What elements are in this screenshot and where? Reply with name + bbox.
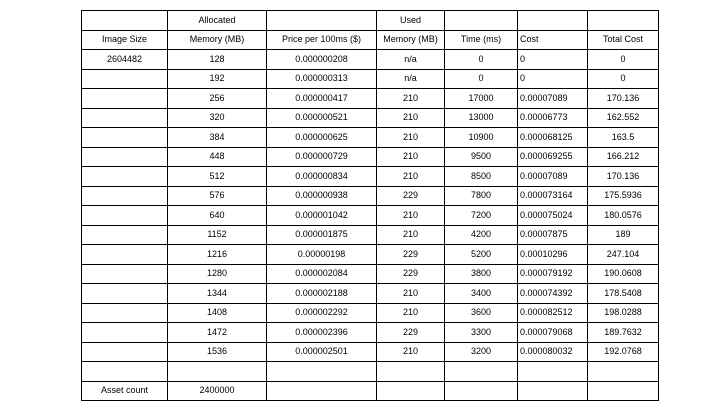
cell-time-ms: 4200 (445, 225, 518, 245)
cell-image-size: 2604482 (82, 50, 168, 70)
cell-price-per-100ms: 0.000001042 (267, 206, 377, 226)
cell-image-size (82, 342, 168, 362)
cell-total-cost: 170.136 (588, 89, 659, 109)
cell-image-size (82, 245, 168, 265)
cell-cost: 0.000075024 (518, 206, 588, 226)
cell-total-cost: 170.136 (588, 167, 659, 187)
cell-price-per-100ms: 0.000002292 (267, 303, 377, 323)
cell-cost: 0.000074392 (518, 284, 588, 304)
cell-time-ms (445, 11, 518, 31)
cell-used-memory: 210 (377, 108, 445, 128)
cell-time-ms: 3300 (445, 323, 518, 343)
cell-used-memory: n/a (377, 69, 445, 89)
cell-time-ms: 5200 (445, 245, 518, 265)
cell-cost: 0.00010296 (518, 245, 588, 265)
cell-time-ms: 9500 (445, 147, 518, 167)
cell-price-per-100ms: 0.000000417 (267, 89, 377, 109)
cost-table-body (82, 11, 659, 401)
table-row (82, 225, 659, 245)
cell-price-per-100ms: 0.000002501 (267, 342, 377, 362)
cell-image-size (82, 108, 168, 128)
cell-total-cost: 166.212 (588, 147, 659, 167)
cell-total-cost: 163.5 (588, 128, 659, 148)
cell-image-size (82, 303, 168, 323)
cell-used-memory (377, 381, 445, 401)
cell-time-ms (445, 381, 518, 401)
cell-allocated-memory: 576 (168, 186, 267, 206)
cell-allocated-memory: 1216 (168, 245, 267, 265)
cell-allocated-memory: 1536 (168, 342, 267, 362)
cell-price-per-100ms: 0.000000729 (267, 147, 377, 167)
cell-price-per-100ms (267, 362, 377, 382)
cell-price-per-100ms: 0.000000938 (267, 186, 377, 206)
cell-used-memory: 210 (377, 303, 445, 323)
cell-cost: Cost (518, 30, 588, 50)
cell-total-cost: 0 (588, 69, 659, 89)
table-row (82, 206, 659, 226)
cell-total-cost: 192.0768 (588, 342, 659, 362)
cell-allocated-memory: 256 (168, 89, 267, 109)
cell-price-per-100ms: 0.000001875 (267, 225, 377, 245)
cell-allocated-memory: 1472 (168, 323, 267, 343)
cell-cost: 0.00007875 (518, 225, 588, 245)
cell-cost: 0.000082512 (518, 303, 588, 323)
cell-used-memory: 210 (377, 342, 445, 362)
cell-used-memory: 210 (377, 147, 445, 167)
header-row-2 (82, 30, 659, 50)
cell-allocated-memory: 192 (168, 69, 267, 89)
cell-total-cost: 180.0576 (588, 206, 659, 226)
footer-row (82, 381, 659, 401)
table-row (82, 245, 659, 265)
cell-image-size (82, 89, 168, 109)
cell-total-cost: 0 (588, 50, 659, 70)
cell-image-size (82, 206, 168, 226)
cell-image-size (82, 186, 168, 206)
cell-cost: 0.00006773 (518, 108, 588, 128)
cell-time-ms: 7800 (445, 186, 518, 206)
cell-used-memory: n/a (377, 50, 445, 70)
cell-allocated-memory: 1408 (168, 303, 267, 323)
cell-time-ms: 13000 (445, 108, 518, 128)
cell-cost: 0 (518, 50, 588, 70)
cell-price-per-100ms: Price per 100ms ($) (267, 30, 377, 50)
cell-image-size (82, 128, 168, 148)
cell-image-size: Asset count (82, 381, 168, 401)
cell-image-size (82, 147, 168, 167)
cell-time-ms: 3400 (445, 284, 518, 304)
table-row (82, 128, 659, 148)
cell-cost: 0.000068125 (518, 128, 588, 148)
cell-price-per-100ms: 0.000002084 (267, 264, 377, 284)
cell-allocated-memory: Allocated (168, 11, 267, 31)
table-row (82, 342, 659, 362)
table-row (82, 89, 659, 109)
cell-time-ms: 8500 (445, 167, 518, 187)
cell-cost (518, 11, 588, 31)
cell-allocated-memory: 2400000 (168, 381, 267, 401)
cell-allocated-memory: 1344 (168, 284, 267, 304)
cell-time-ms: 10900 (445, 128, 518, 148)
cell-used-memory: Memory (MB) (377, 30, 445, 50)
cost-table (81, 10, 659, 401)
header-row-1 (82, 11, 659, 31)
cell-price-per-100ms: 0.000000625 (267, 128, 377, 148)
cell-allocated-memory: Memory (MB) (168, 30, 267, 50)
cell-used-memory: 210 (377, 206, 445, 226)
cell-price-per-100ms: 0.000000834 (267, 167, 377, 187)
cell-total-cost: 162.552 (588, 108, 659, 128)
cell-used-memory: 210 (377, 225, 445, 245)
cell-allocated-memory: 1280 (168, 264, 267, 284)
cell-total-cost: 190.0608 (588, 264, 659, 284)
cell-used-memory: 229 (377, 264, 445, 284)
cell-used-memory: 210 (377, 128, 445, 148)
cell-total-cost: 198.0288 (588, 303, 659, 323)
table-row (82, 264, 659, 284)
cell-time-ms: 3200 (445, 342, 518, 362)
cell-price-per-100ms: 0.00000198 (267, 245, 377, 265)
cell-total-cost: Total Cost (588, 30, 659, 50)
cell-total-cost: 189.7632 (588, 323, 659, 343)
cell-time-ms: Time (ms) (445, 30, 518, 50)
cell-total-cost: 189 (588, 225, 659, 245)
cell-image-size: Image Size (82, 30, 168, 50)
cell-price-per-100ms: 0.000002396 (267, 323, 377, 343)
cell-cost: 0.000069255 (518, 147, 588, 167)
cell-price-per-100ms: 0.000000313 (267, 69, 377, 89)
cell-allocated-memory: 640 (168, 206, 267, 226)
cell-total-cost: 175.5936 (588, 186, 659, 206)
cell-image-size (82, 264, 168, 284)
cell-allocated-memory: 320 (168, 108, 267, 128)
cell-used-memory: 229 (377, 323, 445, 343)
cell-price-per-100ms: 0.000000521 (267, 108, 377, 128)
cell-price-per-100ms: 0.000000208 (267, 50, 377, 70)
table-row (82, 69, 659, 89)
cell-cost: 0.000073164 (518, 186, 588, 206)
cell-cost (518, 381, 588, 401)
cell-total-cost (588, 362, 659, 382)
cell-price-per-100ms (267, 11, 377, 31)
cell-time-ms (445, 362, 518, 382)
table-row (82, 284, 659, 304)
cell-time-ms: 7200 (445, 206, 518, 226)
cell-total-cost: 247.104 (588, 245, 659, 265)
cell-allocated-memory (168, 362, 267, 382)
table-row (82, 108, 659, 128)
cell-total-cost: 178.5408 (588, 284, 659, 304)
cell-used-memory: 210 (377, 89, 445, 109)
table-row (82, 362, 659, 382)
cell-cost: 0.000079068 (518, 323, 588, 343)
cell-allocated-memory: 384 (168, 128, 267, 148)
cell-image-size (82, 362, 168, 382)
cell-cost: 0.000079192 (518, 264, 588, 284)
table-row (82, 167, 659, 187)
table-row (82, 50, 659, 70)
cell-image-size (82, 225, 168, 245)
cell-used-memory (377, 362, 445, 382)
table-row (82, 147, 659, 167)
cell-allocated-memory: 512 (168, 167, 267, 187)
cell-cost: 0.000080032 (518, 342, 588, 362)
table-row (82, 323, 659, 343)
cell-allocated-memory: 448 (168, 147, 267, 167)
cell-price-per-100ms (267, 381, 377, 401)
cell-used-memory: 229 (377, 245, 445, 265)
cell-allocated-memory: 128 (168, 50, 267, 70)
cell-used-memory: 210 (377, 167, 445, 187)
cell-allocated-memory: 1152 (168, 225, 267, 245)
cell-time-ms: 0 (445, 69, 518, 89)
cell-cost: 0 (518, 69, 588, 89)
cell-image-size (82, 323, 168, 343)
cell-time-ms: 17000 (445, 89, 518, 109)
cell-used-memory: Used (377, 11, 445, 31)
cell-total-cost (588, 381, 659, 401)
cell-image-size (82, 284, 168, 304)
cell-image-size (82, 167, 168, 187)
cell-image-size (82, 11, 168, 31)
cell-time-ms: 0 (445, 50, 518, 70)
table-row (82, 303, 659, 323)
cell-cost: 0.00007089 (518, 167, 588, 187)
cell-cost (518, 362, 588, 382)
table-row (82, 186, 659, 206)
cell-time-ms: 3600 (445, 303, 518, 323)
cell-used-memory: 229 (377, 186, 445, 206)
cell-total-cost (588, 11, 659, 31)
cell-cost: 0.00007089 (518, 89, 588, 109)
cell-time-ms: 3800 (445, 264, 518, 284)
cell-used-memory: 210 (377, 284, 445, 304)
cell-price-per-100ms: 0.000002188 (267, 284, 377, 304)
cell-image-size (82, 69, 168, 89)
